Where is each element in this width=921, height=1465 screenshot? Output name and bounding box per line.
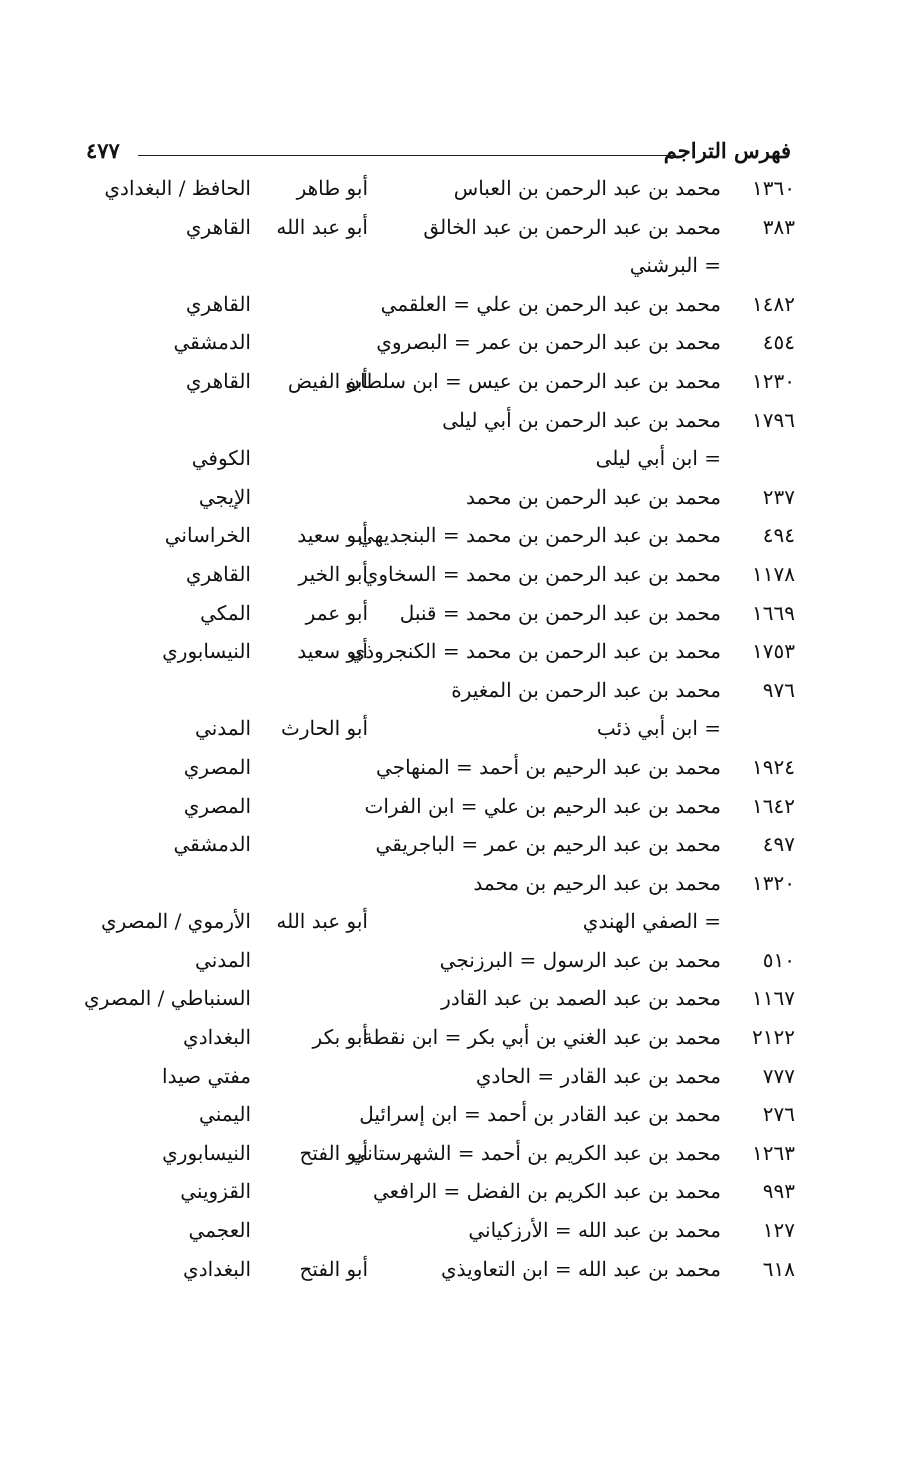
entry-kunya: أبو سعيد: [297, 639, 368, 664]
entry-nisba: مفتي صيدا: [162, 1063, 251, 1088]
index-entry: [0, 477, 921, 516]
index-entry: [0, 1094, 921, 1133]
entry-nisba: النيسابوري: [162, 1140, 251, 1165]
entry-kunya: أبو بكر: [312, 1025, 368, 1050]
index-entry: [0, 438, 921, 477]
index-entry: [0, 631, 921, 670]
entry-nisba: العجمي: [188, 1218, 251, 1243]
entry-number: ٩٩٣: [762, 1179, 795, 1204]
entry-number: ١٤٨٢: [752, 291, 795, 316]
entry-name: = ابن أبي ذئب: [596, 716, 721, 741]
entry-kunya: أبو عمر: [305, 600, 368, 625]
entry-nisba: المصري: [183, 754, 251, 779]
entry-name: محمد بن عبد الرحمن بن العباس: [453, 176, 721, 200]
index-entry: [0, 168, 921, 207]
entry-name: محمد بن عبد الرحمن بن عيس = ابن سلطان: [345, 368, 721, 393]
index-entry: [0, 978, 921, 1017]
index-entry: [0, 593, 921, 632]
entry-name: محمد بن عبد الله = ابن التعاويذي: [441, 1256, 721, 1281]
index-entry: [0, 1056, 921, 1095]
entry-number: ٧٧٧: [762, 1063, 795, 1088]
entry-name: محمد بن عبد الرحمن بن عمر = البصروي: [376, 330, 721, 355]
index-entry: [0, 747, 921, 786]
entry-name: محمد بن عبد الكريم بن الفضل = الرافعي: [373, 1179, 721, 1204]
entry-nisba: المدني: [195, 947, 251, 972]
entry-number: ١٢٣٠: [752, 368, 795, 393]
entry-nisba: الحافظ / البغدادي: [104, 176, 251, 200]
index-entry: [0, 940, 921, 979]
entry-name: محمد بن عبد القادر بن أحمد = ابن إسرائيل: [359, 1102, 721, 1127]
header-rule: [138, 155, 676, 156]
entry-number: ١٦٦٩: [752, 600, 795, 625]
entry-name: محمد بن عبد الرحيم بن أحمد = المنهاجي: [376, 754, 721, 779]
entry-name: محمد بن عبد الكريم بن أحمد = الشهرستاني: [350, 1140, 721, 1165]
entry-name: = البرشني: [629, 253, 721, 278]
index-entry: [0, 207, 921, 246]
entry-number: ١١٧٨: [752, 561, 795, 586]
entry-name: محمد بن عبد الرحمن بن المغيرة: [451, 677, 721, 702]
index-entry: [0, 901, 921, 940]
entry-kunya: أبو عبد الله: [276, 214, 368, 239]
entry-number: ١٩٢٤: [752, 754, 795, 779]
entry-nisba: القاهري: [185, 368, 251, 393]
entry-number: ٣٨٣: [762, 214, 795, 239]
entry-number: ٢١٢٢: [752, 1025, 795, 1050]
entry-nisba: الدمشقي: [173, 832, 251, 857]
index-entry: [0, 322, 921, 361]
entry-nisba: السنباطي / المصري: [84, 986, 251, 1011]
index-entry: [0, 554, 921, 593]
entry-number: ٤٥٤: [762, 330, 795, 355]
entry-nisba: الأرموي / المصري: [100, 909, 251, 934]
index-entry: [0, 400, 921, 439]
entry-name: محمد بن عبد الرحمن بن محمد: [465, 484, 721, 509]
entry-nisba: القاهري: [185, 214, 251, 239]
entry-number: ٤٩٧: [762, 832, 795, 857]
entry-kunya: أبو الخير: [298, 561, 368, 586]
index-entry: [0, 1249, 921, 1288]
entry-nisba: المصري: [183, 793, 251, 818]
entry-name: محمد بن عبد الرحمن بن محمد = السخاوي: [362, 561, 721, 586]
entry-nisba: النيسابوري: [162, 639, 251, 664]
index-entry: [0, 670, 921, 709]
entry-number: ٩٧٦: [762, 677, 795, 702]
entry-kunya: أبو الحارث: [281, 716, 368, 741]
index-entry: [0, 708, 921, 747]
entry-number: ١٣٦٠: [752, 176, 795, 200]
entry-name: محمد بن عبد الرحيم بن عمر = الباجريقي: [375, 832, 721, 857]
index-entry: [0, 786, 921, 825]
entry-number: ١٣٢٠: [752, 870, 795, 895]
entry-nisba: الكوفي: [191, 446, 251, 471]
entry-number: ١٢٧: [762, 1218, 795, 1243]
index-entries: [0, 168, 921, 1287]
entry-number: ١٦٤٢: [752, 793, 795, 818]
entry-kunya: أبو الفيض: [287, 368, 368, 393]
entry-kunya: أبو عبد الله: [276, 909, 368, 934]
entry-nisba: الدمشقي: [173, 330, 251, 355]
index-entry: [0, 1210, 921, 1249]
entry-nisba: المكي: [200, 600, 251, 625]
entry-number: ١٢٦٣: [752, 1140, 795, 1165]
entry-kunya: أبو طاهر: [296, 176, 368, 200]
entry-nisba: الإيجي: [198, 484, 251, 509]
entry-number: ٢٧٦: [762, 1102, 795, 1127]
entry-name: محمد بن عبد الله = الأرزكياني: [468, 1218, 721, 1243]
entry-name: محمد بن عبد الرسول = البرزنجي: [439, 947, 721, 972]
entry-name: = الصفي الهندي: [582, 909, 721, 934]
entry-number: ٥١٠: [762, 947, 795, 972]
index-entry: [0, 515, 921, 554]
entry-name: محمد بن عبد الرحمن بن عبد الخالق: [423, 214, 721, 239]
entry-nisba: القزويني: [180, 1179, 251, 1204]
index-entry: [0, 245, 921, 284]
entry-kunya: أبو الفتح: [299, 1256, 368, 1281]
entry-name: محمد بن عبد الرحيم بن محمد: [473, 870, 721, 895]
entry-number: ١١٦٧: [752, 986, 795, 1011]
entry-name: محمد بن عبد الغني بن أبي بكر = ابن نقطة: [362, 1025, 721, 1050]
entry-name: محمد بن عبد الرحمن بن أبي ليلى: [442, 407, 721, 432]
index-entry: [0, 361, 921, 400]
index-entry: [0, 1017, 921, 1056]
entry-name: محمد بن عبد القادر = الحادي: [475, 1063, 721, 1088]
entry-number: ٦١٨: [762, 1256, 795, 1281]
index-entry: [0, 1133, 921, 1172]
entry-kunya: أبو سعيد: [297, 523, 368, 548]
running-title: فهرس التراجم: [663, 138, 791, 163]
entry-name: محمد بن عبد الرحمن بن محمد = البنجديهي: [357, 523, 721, 548]
entry-number: ١٧٩٦: [752, 407, 795, 432]
entry-kunya: أبو الفتح: [299, 1140, 368, 1165]
entry-number: ٤٩٤: [762, 523, 795, 548]
index-entry: [0, 863, 921, 902]
entry-nisba: البغدادي: [183, 1025, 251, 1050]
entry-name: محمد بن عبد الصمد بن عبد القادر: [441, 986, 721, 1011]
entry-name: محمد بن عبد الرحيم بن علي = ابن الفرات: [364, 793, 721, 818]
entry-name: محمد بن عبد الرحمن بن محمد = الكنجروذي: [349, 639, 721, 664]
entry-name: محمد بن عبد الرحمن بن علي = العلقمي: [380, 291, 721, 316]
entry-number: ٢٣٧: [762, 484, 795, 509]
entry-name: محمد بن عبد الرحمن بن محمد = قنبل: [399, 600, 721, 625]
entry-nisba: اليمني: [199, 1102, 251, 1127]
index-entry: [0, 1171, 921, 1210]
entry-nisba: البغدادي: [183, 1256, 251, 1281]
entry-number: ١٧٥٣: [752, 639, 795, 664]
entry-nisba: المدني: [195, 716, 251, 741]
page-number: ٤٧٧: [86, 138, 120, 163]
index-entry: [0, 284, 921, 323]
entry-nisba: الخراساني: [164, 523, 251, 548]
index-entry: [0, 824, 921, 863]
entry-nisba: القاهري: [185, 561, 251, 586]
entry-nisba: القاهري: [185, 291, 251, 316]
entry-name: = ابن أبي ليلى: [595, 446, 721, 471]
